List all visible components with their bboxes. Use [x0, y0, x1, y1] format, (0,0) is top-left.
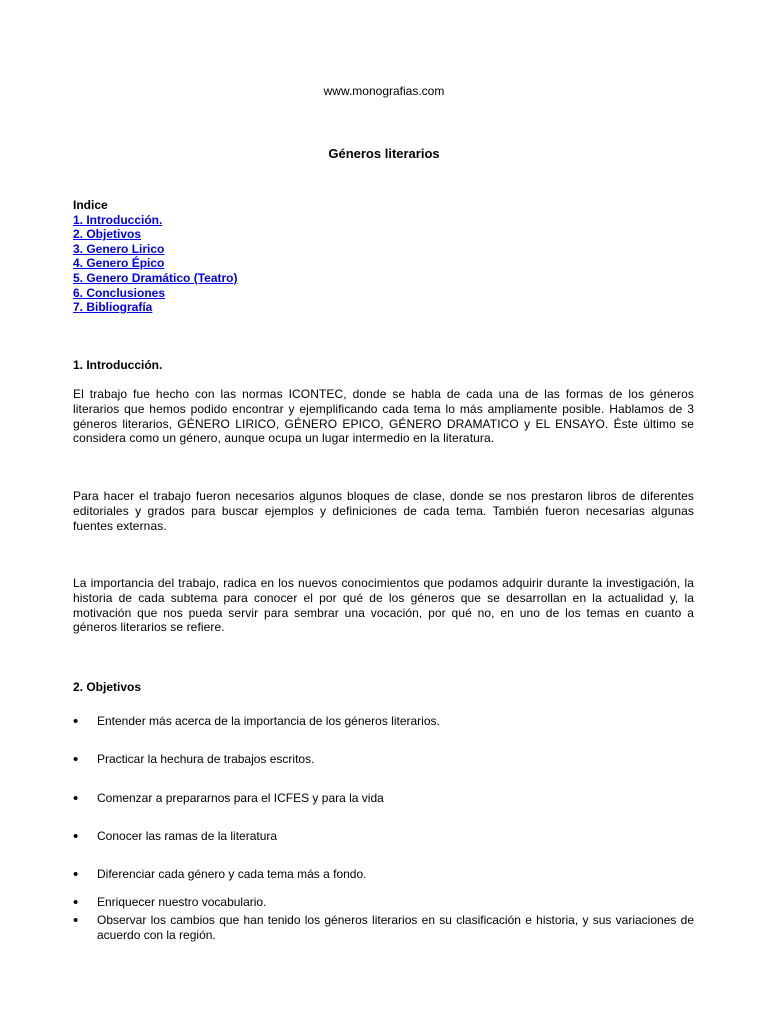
- list-item: [73, 895, 694, 910]
- table-of-contents: [73, 198, 237, 315]
- index-link-genero-dramatico[interactable]: 5. Genero Dramático (Teatro): [73, 270, 238, 285]
- bullet-icon: •: [73, 894, 79, 911]
- bullet-icon: •: [73, 912, 79, 929]
- document-title: Géneros literarios: [328, 146, 440, 161]
- section-heading-introduccion: 1. Introducción.: [73, 358, 163, 372]
- bullet-icon: •: [73, 790, 79, 807]
- index-link-introduccion[interactable]: 1. Introducción.: [73, 212, 163, 227]
- site-url: www.monografias.com: [323, 84, 445, 98]
- list-item-text: Enriquecer nuestro vocabulario.: [97, 895, 267, 909]
- list-item-text: Conocer las ramas de la literatura: [97, 829, 278, 843]
- list-item: [73, 791, 694, 806]
- list-item: [73, 714, 694, 729]
- index-link-conclusiones[interactable]: 6. Conclusiones: [73, 285, 166, 300]
- list-item-text: Entender más acerca de la importancia de los géneros literarios.: [97, 714, 440, 728]
- index-link-bibliografia[interactable]: 7. Bibliografía: [73, 300, 153, 315]
- bullet-icon: •: [73, 866, 79, 883]
- list-item: [73, 867, 694, 882]
- index-link-genero-lirico[interactable]: 3. Genero Lirico: [73, 241, 165, 256]
- intro-paragraph: La importancia del trabajo, radica en los nuevos conocimientos que podamos adquirir durante la investigación, la historia de cada subtema para conocer el por qué de los géneros que se desarrollan en la actualidad y, la motivación que nos pueda servir para sembrar una vocación, por qué no, en uno de los temas en cuanto a géneros literarios se refiere.: [73, 576, 694, 635]
- index-link-genero-epico[interactable]: 4. Genero Épico: [73, 256, 165, 271]
- bullet-icon: •: [73, 713, 79, 730]
- list-item: [73, 829, 694, 844]
- index-heading: Indice: [73, 198, 108, 212]
- list-item: [73, 752, 694, 767]
- bullet-icon: •: [73, 751, 79, 768]
- list-item-text: Practicar la hechura de trabajos escritos.: [97, 752, 315, 766]
- list-item: [73, 913, 694, 943]
- section-heading-objetivos: 2. Objetivos: [73, 680, 142, 694]
- list-item-text: Observar los cambios que han tenido los géneros literarios en su clasificación e historia, y sus variaciones de acuerdo con la región.: [97, 913, 694, 942]
- intro-paragraph: El trabajo fue hecho con las normas ICONTEC, donde se habla de cada una de las formas de los géneros literarios que hemos podido encontrar y ejemplificando cada tema lo más ampliamente posible. Hablamos de 3 géneros literarios, GÉNERO LIRICO, GÉNERO EPICO, GÉNERO DRAMATICO y EL ENSAYO. Éste último se considera como un género, aunque ocupa un lugar intermedio en la literatura.: [73, 387, 694, 446]
- list-item-text: Comenzar a prepararnos para el ICFES y para la vida: [97, 791, 384, 805]
- intro-paragraph: Para hacer el trabajo fueron necesarios algunos bloques de clase, donde se nos prestaron libros de diferentes editoriales y grados para buscar ejemplos y definiciones de cada tema. También fueron necesarias algunas fuentes externas.: [73, 489, 694, 533]
- index-link-objetivos[interactable]: 2. Objetivos: [73, 227, 142, 242]
- list-item-text: Diferenciar cada género y cada tema más a fondo.: [97, 867, 367, 881]
- bullet-icon: •: [73, 828, 79, 845]
